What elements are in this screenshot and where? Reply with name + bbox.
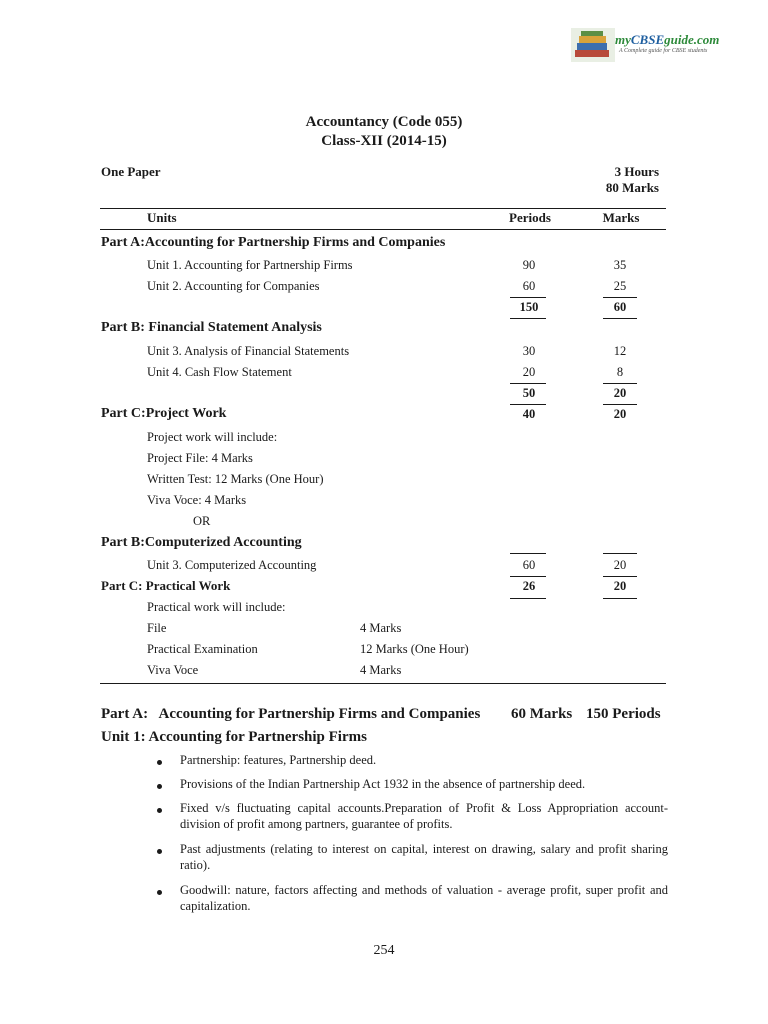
part-a-total-periods: 150 [519,300,539,314]
project-item: Written Test: 12 Marks (One Hour) [147,472,324,486]
unit-row-label: Unit 3. Computerized Accounting [147,558,317,572]
page-subtitle: Class-XII (2014-15) [321,133,447,149]
project-item: Project File: 4 Marks [147,451,253,465]
books-icon [571,28,615,62]
project-item: Viva Voce: 4 Marks [147,493,247,507]
practical-item-name: Viva Voce [147,663,199,677]
subtotal-rule [603,553,637,554]
header-periods: Periods [509,210,551,225]
logo-brand: myCBSEguide.com [615,32,720,47]
page-title: Accountancy (Code 055) [305,114,463,130]
subtotal-rule [510,297,546,298]
unit-row-marks: 20 [613,558,627,572]
table-header-rule [100,229,666,230]
part-c2-periods: 26 [522,579,536,593]
bullet-dot [157,849,162,854]
subtotal-rule [510,576,546,577]
practical-item-marks: 4 Marks [360,621,402,635]
section-heading: Part A: Accounting for Partnership Firms and Companies [101,706,481,722]
bullet-dot [157,760,162,765]
header-marks: Marks [602,210,640,225]
bullet-dot [157,890,162,895]
part-c-periods: 40 [522,407,536,421]
subtotal-rule [603,383,637,384]
unit-row-marks: 35 [613,258,627,272]
subtotal-rule [603,576,637,577]
site-logo [571,28,720,62]
unit-row-periods: 30 [522,344,536,358]
total-rule [603,598,637,599]
part-b-total-marks: 20 [613,386,627,400]
unit-row-periods: 60 [522,279,536,293]
unit-row-periods: 60 [522,558,536,572]
page-number: 254 [373,943,395,958]
unit-row-label: Unit 4. Cash Flow Statement [147,365,292,379]
unit-row-marks: 8 [616,365,624,379]
unit-row-label: Unit 1. Accounting for Partnership Firms [147,258,353,272]
practical-intro: Practical work will include: [147,600,286,614]
bullet-text: Partnership: features, Partnership deed. [180,753,377,767]
part-c-marks: 20 [613,407,627,421]
total-rule [510,598,546,599]
bullet-text: Fixed v/s fluctuating capital accounts.Preparation of Profit & Loss Appropriation account- division of profit among partners, guarantee of profits. [180,801,668,831]
section-marks: 60 Marks [511,706,573,722]
total-rule [510,404,546,405]
bullet-text: Past adjustments (relating to interest on capital, interest on drawing, salary and profit sharing ratio). [180,842,668,872]
unit-row-label: Unit 2. Accounting for Companies [147,279,320,293]
unit-title: Unit 1: Accounting for Partnership Firms [101,729,367,745]
part-c2-marks: 20 [613,579,627,593]
paper-label: One Paper [101,164,161,179]
practical-item-name: Practical Examination [147,642,258,656]
subtotal-rule [603,297,637,298]
part-b-title: Part B: Financial Statement Analysis [101,320,322,335]
subtotal-rule [510,383,546,384]
unit-row-marks: 12 [613,344,627,358]
part-b-total-periods: 50 [522,386,536,400]
practical-item-name: File [147,621,167,635]
part-c2-title: Part C: Practical Work [101,578,231,593]
bullet-dot [157,808,162,813]
total-rule [603,404,637,405]
project-item: Project work will include: [147,430,278,444]
header-units: Units [147,210,177,225]
unit-row-label: Unit 3. Analysis of Financial Statements [147,344,350,358]
part-b2-title: Part B:Computerized Accounting [101,535,302,550]
or-separator: OR [193,514,211,528]
practical-item-marks: 4 Marks [360,663,402,677]
part-a-total-marks: 60 [613,300,627,314]
bullet-text: Provisions of the Indian Partnership Act 1932 in the absence of partnership deed. [180,777,586,791]
table-top-rule [100,208,666,209]
total-rule [603,318,637,319]
bullet-text: Goodwill: nature, factors affecting and methods of valuation - average profit, super profit and capitalization. [180,883,668,913]
table-bottom-rule [100,683,666,684]
section-periods: 150 Periods [586,706,661,722]
part-a-title: Part A:Accounting for Partnership Firms and Companies [101,235,446,250]
paper-hours: 3 Hours [614,164,659,179]
bullet-dot [157,784,162,789]
unit-row-periods: 90 [522,258,536,272]
unit-row-marks: 25 [613,279,627,293]
paper-marks: 80 Marks [605,180,659,195]
logo-tagline: A Complete guide for CBSE students [619,48,708,54]
total-rule [510,318,546,319]
part-c-title: Part C:Project Work [101,406,227,421]
subtotal-rule [510,553,546,554]
practical-item-marks: 12 Marks (One Hour) [360,642,469,656]
unit-row-periods: 20 [522,365,536,379]
